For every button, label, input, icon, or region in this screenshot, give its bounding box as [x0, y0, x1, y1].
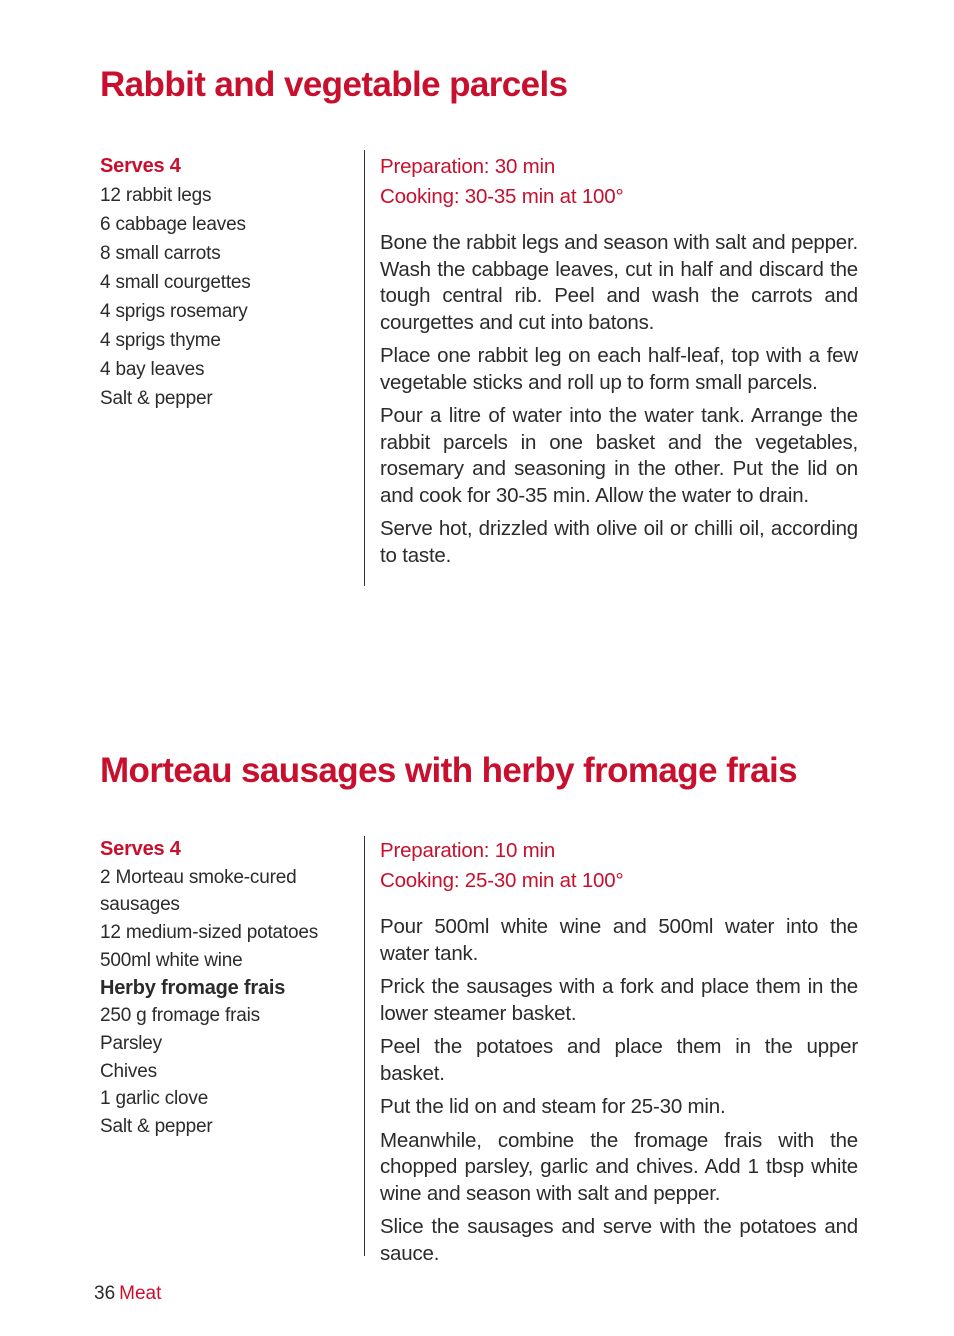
page-number: 36 [94, 1283, 116, 1304]
timing-info [380, 836, 858, 896]
ingredient-item: 1 garlic clove [100, 1088, 209, 1110]
ingredient-item: Salt & pepper [100, 1116, 213, 1138]
ingredient-item: Parsley [100, 1032, 162, 1054]
ingredient-item: 12 rabbit legs [100, 185, 212, 206]
ingredient-item: sausages [100, 894, 180, 916]
method-step: Serve hot, drizzled with olive oil or chilli oil, according to taste. [380, 517, 858, 567]
ingredient-item: 4 small courgettes [100, 272, 251, 293]
recipe-title: Morteau sausages with herby fromage frais [100, 751, 798, 790]
method-step: Pour a litre of water into the water tank. Arrange the rabbit parcels in one basket and the vegetables, rosemary and seasoning in the other. Put the lid on and cook for 30-35 min. Allow the water to drain. [380, 404, 858, 507]
method-step: Prick the sausages with a fork and place them in the lower steamer basket. [380, 975, 858, 1025]
cooking-time: Cooking: 30-35 min at 100° [380, 185, 624, 208]
cooking-time: Cooking: 25-30 min at 100° [380, 869, 624, 892]
ingredient-item: 12 medium-sized potatoes [100, 922, 319, 944]
ingredient-item: 6 cabbage leaves [100, 214, 246, 235]
method-step: Meanwhile, combine the fromage frais with the chopped parsley, garlic and chives. Add 1 tbsp white wine and season with salt and pepper. [380, 1128, 858, 1205]
column-divider [364, 836, 365, 1256]
recipe-rabbit-parcels [100, 62, 860, 567]
preparation-time: Preparation: 10 min [380, 839, 556, 862]
recipe-title: Rabbit and vegetable parcels [100, 65, 568, 104]
ingredients-list [100, 836, 340, 1141]
column-divider [364, 150, 365, 586]
recipe-morteau-sausages [100, 748, 860, 1265]
method-step: Pour 500ml white wine and 500ml water into the water tank. [380, 915, 858, 965]
method-step: Peel the potatoes and place them in the upper basket. [380, 1035, 858, 1085]
ingredient-item: Salt & pepper [100, 388, 213, 409]
method-step: Put the lid on and steam for 25-30 min. [380, 1095, 726, 1118]
page-footer [94, 1283, 161, 1305]
serves-label: Serves 4 [100, 155, 181, 177]
ingredient-item: 4 sprigs thyme [100, 330, 221, 351]
timing-info [380, 152, 858, 212]
section-name: Meat [119, 1283, 162, 1304]
serves-label: Serves 4 [100, 838, 181, 860]
ingredient-item: 4 bay leaves [100, 359, 205, 380]
ingredient-item: 500ml white wine [100, 949, 243, 971]
method-step: Bone the rabbit legs and season with salt and pepper. Wash the cabbage leaves, cut in half and discard the tough central rib. Peel and wash the carrots and courgettes and cut into batons. [380, 231, 858, 334]
ingredient-item: 8 small carrots [100, 243, 221, 264]
ingredient-item: 2 Morteau smoke-cured [100, 866, 297, 888]
ingredient-item: Chives [100, 1060, 157, 1082]
ingredients-list [100, 152, 340, 413]
ingredient-item: 250 g fromage frais [100, 1005, 260, 1027]
method-step: Place one rabbit leg on each half-leaf, top with a few vegetable sticks and roll up to form small parcels. [380, 344, 858, 394]
ingredient-item: 4 sprigs rosemary [100, 301, 248, 322]
method-column [380, 152, 858, 576]
ingredient-subheading: Herby fromage frais [100, 976, 286, 999]
method-step: Slice the sausages and serve with the potatoes and sauce. [380, 1215, 858, 1265]
preparation-time: Preparation: 30 min [380, 155, 556, 178]
method-column [380, 836, 858, 1274]
